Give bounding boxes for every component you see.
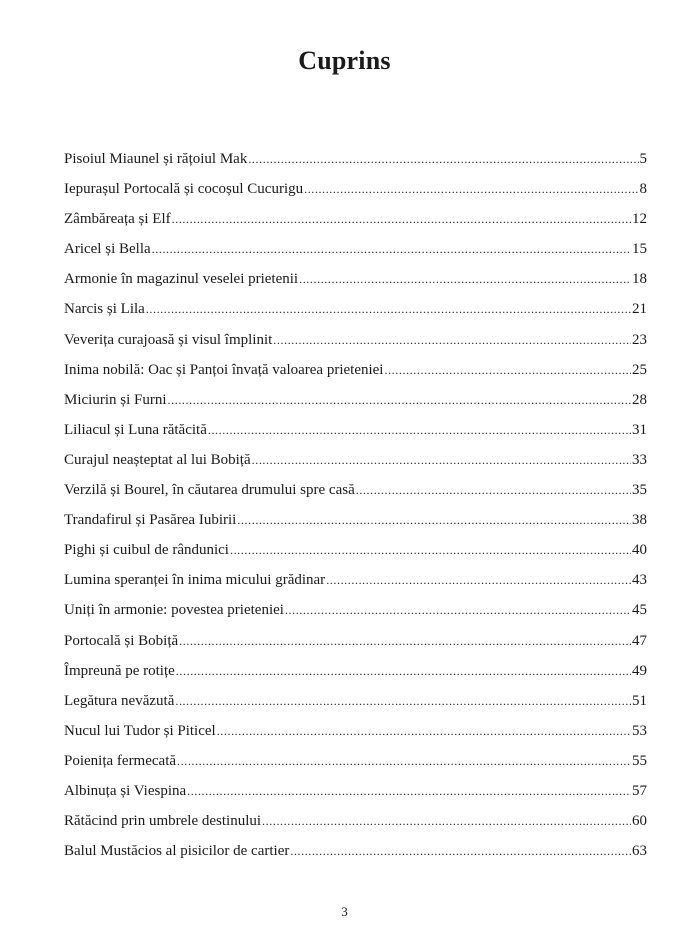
toc-entry: [64, 179, 647, 209]
toc-entry-title: Albinuța și Viespina: [64, 782, 187, 799]
toc-entry: [64, 360, 647, 390]
toc-dot-leader: [152, 239, 631, 259]
toc-entry: [64, 149, 647, 179]
toc-entry-title: Verzilă și Bourel, în căutarea drumului spre casă: [64, 482, 355, 499]
toc-entry-page: 33: [632, 451, 647, 468]
toc-entry: [64, 631, 647, 661]
toc-entry-page: 45: [632, 602, 647, 619]
toc-dot-leader: [326, 570, 631, 590]
toc-entry: [64, 691, 647, 721]
toc-entry: [64, 661, 647, 691]
toc-entry-title: Narcis și Lila: [64, 301, 145, 318]
toc-dot-leader: [248, 149, 638, 169]
toc-entry-title: Nucul lui Tudor și Piticel: [64, 722, 216, 739]
toc-dot-leader: [168, 390, 631, 410]
toc-entry-page: 5: [639, 151, 647, 167]
toc-entry-page: 21: [632, 301, 647, 318]
toc-entry-page: 28: [632, 391, 647, 408]
toc-entry: [64, 330, 647, 360]
toc-entry-title: Aricel și Bella: [64, 241, 151, 258]
toc-entry: [64, 299, 647, 329]
toc-entry-title: Rătăcind prin umbrele destinului: [64, 813, 262, 830]
page-title: Cuprins: [298, 46, 391, 75]
toc-dot-leader: [299, 269, 631, 289]
toc-entry: [64, 781, 647, 811]
toc-entry: [64, 751, 647, 781]
toc-entry-page: 35: [632, 482, 647, 499]
toc-entry: [64, 209, 647, 239]
toc-entry: [64, 721, 647, 751]
toc-entry-title: Armonie în magazinul veselei prietenii: [64, 271, 299, 288]
toc-entry-page: 38: [632, 512, 647, 529]
toc-entry-title: Miciurin și Furni: [64, 391, 167, 408]
toc-entry: [64, 540, 647, 570]
toc-dot-leader: [237, 510, 631, 530]
toc-entry-page: 55: [632, 752, 647, 769]
toc-entry-page: 31: [632, 421, 647, 438]
toc-entry-page: 25: [632, 361, 647, 378]
toc-dot-leader: [208, 420, 631, 440]
toc-entry-title: Uniți în armonie: povestea prieteniei: [64, 602, 284, 619]
toc-entry-title: Inima nobilă: Oac și Panțoi învață valoarea prieteniei: [64, 361, 384, 378]
toc-dot-leader: [262, 811, 631, 831]
toc-entry-page: 8: [639, 181, 647, 198]
toc-entry-page: 12: [632, 211, 647, 228]
toc-entry: [64, 420, 647, 450]
toc-entry: [64, 510, 647, 540]
toc-entry-title: Poienița fermecată: [64, 752, 177, 769]
toc-entry-page: 43: [632, 572, 647, 589]
toc-entry-page: 47: [632, 632, 647, 649]
toc-entry-title: Zâmbăreața și Elf: [64, 211, 171, 228]
toc-dot-leader: [175, 691, 631, 711]
toc-entry-page: 15: [632, 241, 647, 258]
toc-dot-leader: [179, 631, 631, 651]
toc-entry-title: Veverița curajoasă și visul împlinit: [64, 331, 273, 348]
toc-entry-title: Iepurașul Portocală și cocoșul Cucurigu: [64, 181, 304, 198]
page-number: 3: [341, 904, 348, 919]
toc-entry-page: 40: [632, 542, 647, 559]
toc-dot-leader: [273, 330, 631, 350]
toc-entry-title: Legătura nevăzută: [64, 692, 175, 709]
toc-entry: [64, 841, 647, 871]
toc-dot-leader: [187, 781, 631, 801]
toc-dot-leader: [217, 721, 631, 741]
toc-entry: [64, 269, 647, 299]
toc-dot-leader: [252, 450, 631, 470]
toc-entry: [64, 811, 647, 841]
toc-entry-page: 63: [632, 843, 647, 860]
toc-entry-title: Pighi și cuibul de rândunici: [64, 542, 229, 559]
toc-entry-title: Balul Mustăcios al pisicilor de cartier: [64, 843, 290, 860]
toc-entry-page: 18: [632, 271, 647, 288]
toc-dot-leader: [230, 540, 631, 560]
toc-entry: [64, 450, 647, 480]
toc-dot-leader: [146, 299, 631, 319]
toc-dot-leader: [285, 600, 631, 620]
toc-dot-leader: [177, 751, 631, 771]
toc-entry-title: Lumina speranței în inima micului grădinar: [64, 572, 326, 589]
toc-entry-title: Curajul neașteptat al lui Bobiță: [64, 451, 251, 468]
toc-dot-leader: [176, 661, 631, 681]
toc-dot-leader: [384, 360, 631, 380]
toc-entry-page: 60: [632, 813, 647, 830]
toc-dot-leader: [356, 480, 631, 500]
toc-entry-title: Trandafirul și Pasărea Iubirii: [64, 512, 237, 529]
toc-entry-page: 23: [632, 331, 647, 348]
toc-dot-leader: [304, 179, 638, 199]
toc-entry-title: Portocală și Bobiță: [64, 632, 179, 649]
toc-entry: [64, 600, 647, 630]
toc-dot-leader: [290, 841, 631, 861]
table-of-contents: [64, 149, 647, 871]
toc-entry: [64, 570, 647, 600]
toc-entry: [64, 480, 647, 510]
toc-entry: [64, 239, 647, 269]
toc-entry-title: Pisoiul Miaunel și rățoiul Mak: [64, 151, 248, 167]
toc-entry-title: Împreună pe rotițe: [64, 662, 175, 679]
toc-entry-page: 51: [632, 692, 647, 709]
toc-entry: [64, 390, 647, 420]
toc-dot-leader: [172, 209, 631, 229]
toc-entry-page: 53: [632, 722, 647, 739]
toc-entry-page: 49: [632, 662, 647, 679]
toc-entry-title: Liliacul și Luna rătăcită: [64, 421, 207, 438]
toc-entry-page: 57: [632, 782, 647, 799]
